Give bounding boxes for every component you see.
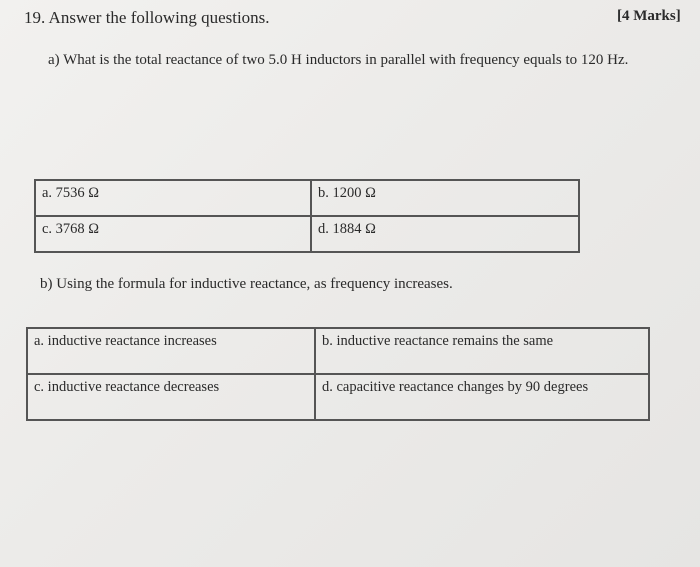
option-a[interactable]: a. 7536 Ω [35,180,311,216]
part-b-prompt: b) Using the formula for inductive reactance, as frequency increases. [40,276,453,292]
option-d[interactable]: d. 1884 Ω [311,216,579,252]
table-row [27,374,649,420]
option-b[interactable]: b. 1200 Ω [311,180,579,216]
table-row [35,216,579,252]
option-c[interactable]: c. 3768 Ω [35,216,311,252]
option-c[interactable]: c. inductive reactance decreases [27,374,315,420]
part-a-prompt: a) What is the total reactance of two 5.0 H inductors in parallel with frequency equals to 120 Hz. [48,52,629,68]
part-a-options-table [34,179,580,253]
marks-label: [4 Marks] [617,8,681,24]
option-d[interactable]: d. capacitive reactance changes by 90 degrees [315,374,649,420]
table-row [35,180,579,216]
option-b[interactable]: b. inductive reactance remains the same [315,328,649,374]
option-a[interactable]: a. inductive reactance increases [27,328,315,374]
part-b-options-table [26,327,650,421]
table-row [27,328,649,374]
question-heading: 19. Answer the following questions. [24,8,270,27]
